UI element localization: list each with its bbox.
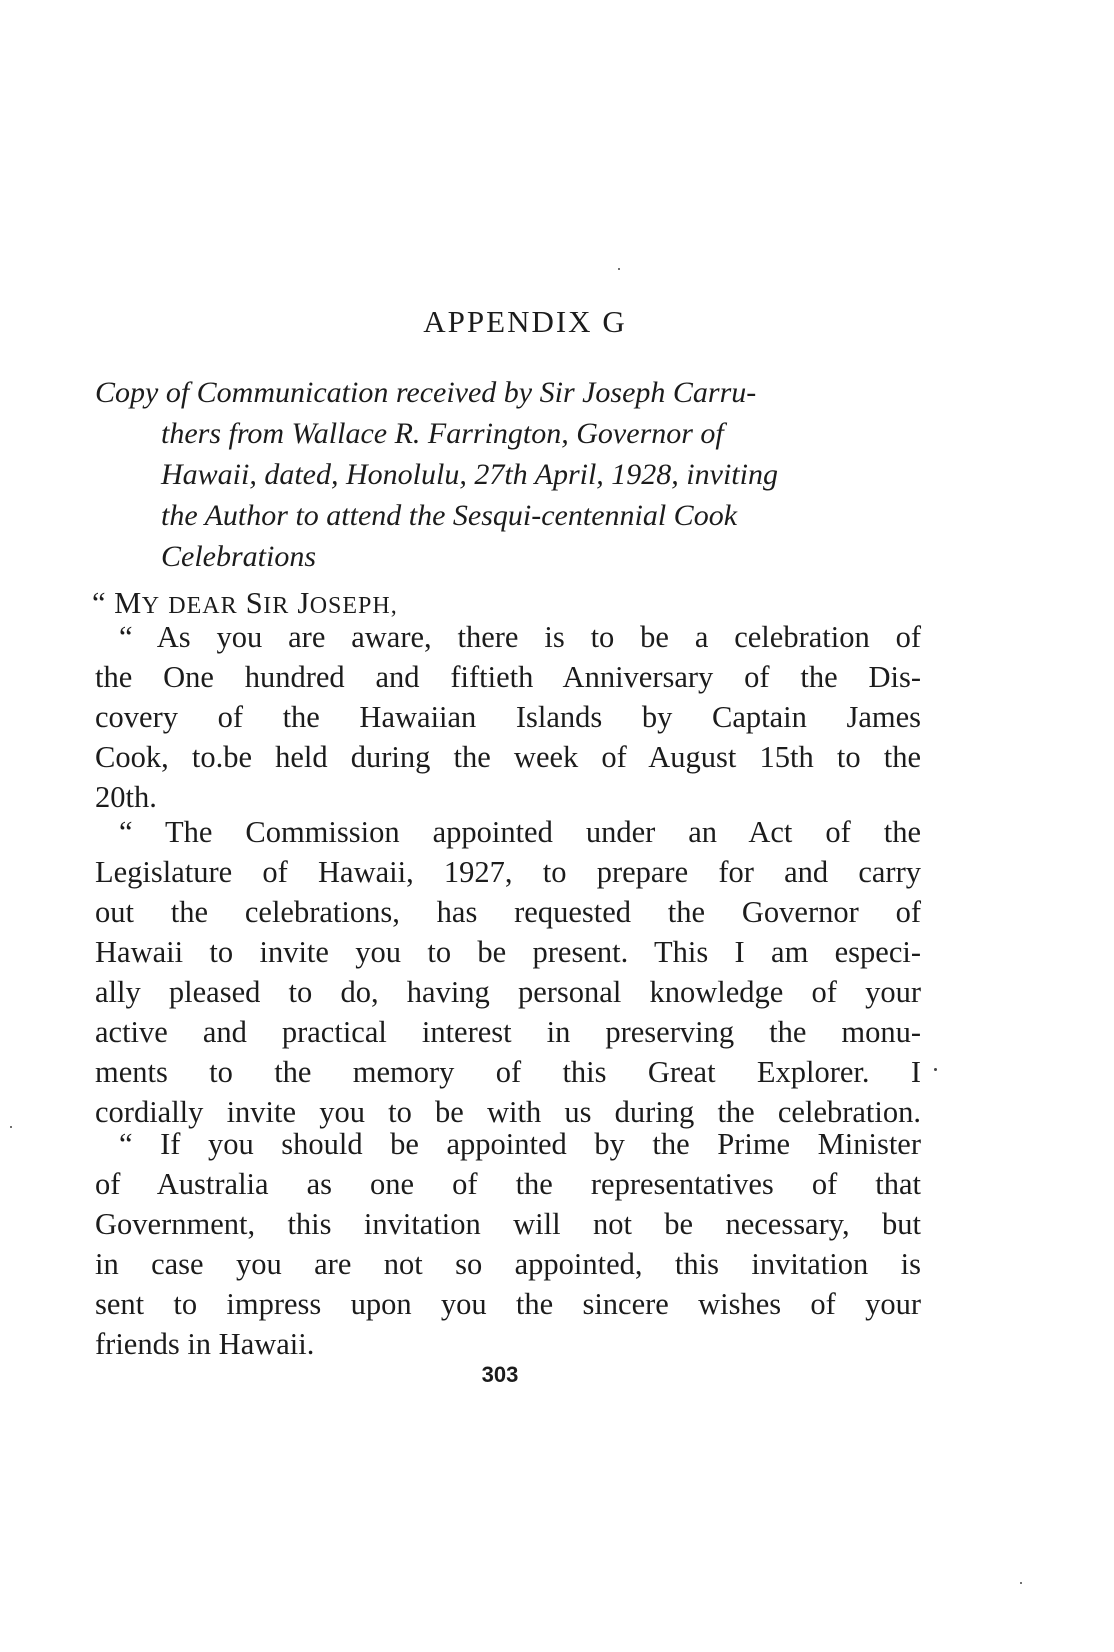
paragraph-line: “ As you are aware, there is to be a celebration of bbox=[119, 620, 921, 654]
salutation-quote: “ bbox=[92, 586, 115, 620]
paragraph-line: of Australia as one of the representatives of that bbox=[95, 1167, 921, 1201]
paragraph-line: ments to the memory of this Great Explorer. I bbox=[95, 1055, 921, 1089]
letter-paragraph-1 bbox=[95, 617, 921, 817]
paragraph-line: Cook, to.be held during the week of August 15th to the bbox=[95, 740, 921, 774]
caption-line: Copy of Communication received by Sir Joseph Carru- bbox=[95, 376, 757, 409]
letter-paragraph-3 bbox=[95, 1124, 921, 1364]
salutation-word-cap: J bbox=[297, 586, 310, 620]
paragraph-line: “ The Commission appointed under an Act of the bbox=[119, 815, 921, 849]
salutation-word-rest: IR bbox=[263, 593, 290, 619]
paragraph-line: friends in Hawaii. bbox=[95, 1327, 315, 1361]
paragraph-line: Hawaii to invite you to be present. This I am especi- bbox=[95, 935, 921, 969]
caption-line: thers from Wallace R. Farrington, Governor of bbox=[161, 417, 724, 450]
paragraph-line: cordially invite you to be with us during the celebration. bbox=[95, 1095, 921, 1129]
page-number: 303 bbox=[481, 1362, 519, 1387]
appendix-caption bbox=[95, 372, 915, 577]
scan-speck bbox=[934, 1068, 937, 1071]
paragraph-line: active and practical interest in preserving the monu- bbox=[95, 1015, 921, 1049]
appendix-heading: APPENDIX G bbox=[423, 304, 627, 339]
paragraph-line: the One hundred and fiftieth Anniversary of the Dis- bbox=[95, 660, 921, 694]
paragraph-line: Government, this invitation will not be necessary, but bbox=[95, 1207, 921, 1241]
paragraph-line: Legislature of Hawaii, 1927, to prepare for and carry bbox=[95, 855, 921, 889]
paragraph-line: in case you are not so appointed, this invitation is bbox=[95, 1247, 921, 1281]
paragraph-line: “ If you should be appointed by the Prime Minister bbox=[119, 1127, 921, 1161]
salutation-word-cap: M bbox=[114, 586, 142, 620]
letter-paragraph-2 bbox=[95, 812, 921, 1132]
scan-speck bbox=[10, 1126, 12, 1128]
salutation-word-rest: OSEPH, bbox=[309, 593, 398, 619]
paragraph-line: ally pleased to do, having personal knowledge of your bbox=[95, 975, 921, 1009]
caption-line: Celebrations bbox=[161, 540, 316, 573]
paragraph-line: covery of the Hawaiian Islands by Captain James bbox=[95, 700, 921, 734]
paragraph-line: out the celebrations, has requested the Governor of bbox=[95, 895, 921, 929]
scan-speck bbox=[1020, 1582, 1022, 1584]
paragraph-line: 20th. bbox=[95, 780, 157, 814]
salutation-word-cap: S bbox=[245, 586, 264, 620]
caption-line: Hawaii, dated, Honolulu, 27th April, 1928, inviting bbox=[161, 458, 778, 491]
caption-line: the Author to attend the Sesqui-centennial Cook bbox=[161, 499, 738, 532]
salutation-word: DEAR bbox=[168, 593, 238, 619]
salutation-word-rest: Y bbox=[141, 593, 161, 619]
paragraph-line: sent to impress upon you the sincere wishes of your bbox=[95, 1287, 921, 1321]
scan-speck bbox=[618, 268, 620, 270]
